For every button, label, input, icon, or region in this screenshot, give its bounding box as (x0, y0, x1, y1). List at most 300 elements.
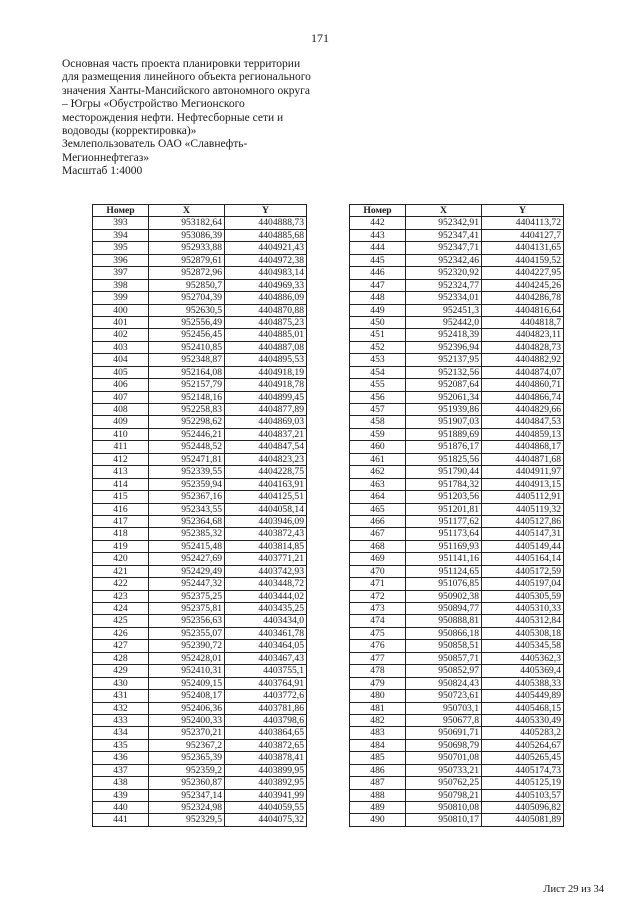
x-coordinate-cell: 952415,48 (149, 540, 225, 552)
table-row (350, 292, 564, 304)
x-coordinate-cell: 951177,62 (406, 515, 482, 527)
x-coordinate-cell: 950888,81 (406, 615, 482, 627)
table-row (350, 777, 564, 789)
y-coordinate-cell: 4405149,44 (482, 540, 564, 552)
table-row (93, 304, 307, 316)
y-coordinate-cell: 4405172,59 (482, 565, 564, 577)
table-row (93, 329, 307, 341)
table-row (350, 404, 564, 416)
point-number-cell: 442 (350, 217, 406, 229)
y-coordinate-cell: 4403434,0 (225, 615, 307, 627)
y-coordinate-cell: 4404899,45 (225, 391, 307, 403)
y-coordinate-cell: 4403941,99 (225, 789, 307, 801)
x-coordinate-cell: 952360,87 (149, 777, 225, 789)
table-row (93, 727, 307, 739)
table-row (350, 453, 564, 465)
y-coordinate-cell: 4405345,58 (482, 640, 564, 652)
table-row (93, 441, 307, 453)
point-number-cell: 480 (350, 690, 406, 702)
table-row (93, 391, 307, 403)
table-row (93, 777, 307, 789)
table-row (350, 515, 564, 527)
point-number-cell: 448 (350, 292, 406, 304)
point-number-cell: 476 (350, 640, 406, 652)
table-row (350, 441, 564, 453)
x-coordinate-cell: 952429,49 (149, 565, 225, 577)
point-number-cell: 477 (350, 652, 406, 664)
point-number-cell: 441 (93, 814, 149, 826)
y-coordinate-cell: 4405096,82 (482, 802, 564, 814)
table-row (93, 590, 307, 602)
y-coordinate-cell: 4403771,21 (225, 553, 307, 565)
y-coordinate-cell: 4403764,91 (225, 677, 307, 689)
table-row (93, 478, 307, 490)
y-coordinate-cell: 4403781,86 (225, 702, 307, 714)
y-coordinate-cell: 4403444,02 (225, 590, 307, 602)
y-coordinate-cell: 4404921,43 (225, 242, 307, 254)
table-header-row (350, 205, 564, 217)
header-line: месторождения нефти. Нефтесборные сети и (62, 111, 284, 124)
x-coordinate-cell: 951889,69 (406, 428, 482, 440)
x-coordinate-cell: 952348,87 (149, 354, 225, 366)
header-line: значения Ханты-Мансийского автономного округа (62, 84, 310, 97)
x-coordinate-cell: 950810,08 (406, 802, 482, 814)
point-number-cell: 427 (93, 640, 149, 652)
point-number-cell: 467 (350, 528, 406, 540)
y-coordinate-cell: 4404829,66 (482, 404, 564, 416)
point-number-cell: 464 (350, 491, 406, 503)
table-row (93, 814, 307, 826)
table-row (350, 428, 564, 440)
x-coordinate-cell: 950824,43 (406, 677, 482, 689)
point-number-cell: 426 (93, 627, 149, 639)
table-row (93, 341, 307, 353)
y-coordinate-cell: 4404913,15 (482, 478, 564, 490)
point-number-cell: 406 (93, 379, 149, 391)
point-number-cell: 414 (93, 478, 149, 490)
y-coordinate-cell: 4405264,67 (482, 739, 564, 751)
y-coordinate-cell: 4404075,32 (225, 814, 307, 826)
point-number-cell: 485 (350, 752, 406, 764)
y-coordinate-cell: 4403872,43 (225, 528, 307, 540)
x-coordinate-cell: 952448,52 (149, 441, 225, 453)
y-coordinate-cell: 4405174,73 (482, 764, 564, 776)
table-row (350, 802, 564, 814)
point-number-cell: 401 (93, 316, 149, 328)
point-number-cell: 405 (93, 366, 149, 378)
y-coordinate-cell: 4404823,11 (482, 329, 564, 341)
x-coordinate-cell: 952410,31 (149, 665, 225, 677)
point-number-cell: 482 (350, 714, 406, 726)
x-coordinate-cell: 952408,17 (149, 690, 225, 702)
table-row (350, 354, 564, 366)
x-coordinate-cell: 951124,65 (406, 565, 482, 577)
point-number-cell: 416 (93, 503, 149, 515)
point-number-cell: 468 (350, 540, 406, 552)
point-number-cell: 422 (93, 578, 149, 590)
x-coordinate-cell: 952324,77 (406, 279, 482, 291)
table-row (350, 341, 564, 353)
point-number-cell: 429 (93, 665, 149, 677)
y-coordinate-cell: 4404972,38 (225, 254, 307, 266)
y-coordinate-cell: 4404860,71 (482, 379, 564, 391)
y-coordinate-cell: 4404983,14 (225, 267, 307, 279)
point-number-cell: 411 (93, 441, 149, 453)
table-row (93, 565, 307, 577)
y-coordinate-cell: 4403946,09 (225, 515, 307, 527)
table-header-row (93, 205, 307, 217)
y-coordinate-cell: 4403892,95 (225, 777, 307, 789)
x-coordinate-cell: 952339,55 (149, 466, 225, 478)
y-coordinate-cell: 4404131,65 (482, 242, 564, 254)
x-coordinate-cell: 952347,71 (406, 242, 482, 254)
table-row (350, 677, 564, 689)
x-coordinate-cell: 952342,91 (406, 217, 482, 229)
x-coordinate-cell: 950894,77 (406, 603, 482, 615)
point-number-cell: 478 (350, 665, 406, 677)
x-coordinate-cell: 952320,92 (406, 267, 482, 279)
table-row (93, 677, 307, 689)
point-number-cell: 428 (93, 652, 149, 664)
sheet-label: Лист 29 из 34 (543, 884, 604, 895)
y-coordinate-cell: 4404847,54 (225, 441, 307, 453)
x-coordinate-cell: 952367,16 (149, 491, 225, 503)
x-coordinate-cell: 952329,5 (149, 814, 225, 826)
x-coordinate-cell: 952087,64 (406, 379, 482, 391)
y-coordinate-cell: 4405362,3 (482, 652, 564, 664)
table-row (93, 229, 307, 241)
x-coordinate-cell: 950866,18 (406, 627, 482, 639)
point-number-cell: 472 (350, 590, 406, 602)
x-coordinate-cell: 952334,01 (406, 292, 482, 304)
x-coordinate-cell: 952471,81 (149, 453, 225, 465)
header-line: – Югры «Обустройство Мегионского (62, 98, 245, 111)
table-row (93, 714, 307, 726)
table-row (350, 503, 564, 515)
table-row (93, 404, 307, 416)
y-coordinate-cell: 4403461,78 (225, 627, 307, 639)
header-line: Мегионнефтегаз» (62, 151, 150, 164)
x-coordinate-cell: 952359,2 (149, 764, 225, 776)
y-coordinate-cell: 4404969,33 (225, 279, 307, 291)
table-row (350, 565, 564, 577)
point-number-cell: 399 (93, 292, 149, 304)
table-row (93, 553, 307, 565)
y-coordinate-cell: 4403464,05 (225, 640, 307, 652)
y-coordinate-cell: 4404888,73 (225, 217, 307, 229)
point-number-cell: 459 (350, 428, 406, 440)
table-row (93, 503, 307, 515)
y-coordinate-cell: 4405283,2 (482, 727, 564, 739)
y-coordinate-cell: 4404868,17 (482, 441, 564, 453)
point-number-cell: 403 (93, 341, 149, 353)
point-number-cell: 453 (350, 354, 406, 366)
y-coordinate-cell: 4404837,21 (225, 428, 307, 440)
y-coordinate-cell: 4403899,95 (225, 764, 307, 776)
y-coordinate-cell: 4404816,64 (482, 304, 564, 316)
y-coordinate-cell: 4404125,51 (225, 491, 307, 503)
x-coordinate-cell: 950858,51 (406, 640, 482, 652)
point-number-cell: 473 (350, 603, 406, 615)
x-coordinate-cell: 952447,32 (149, 578, 225, 590)
x-coordinate-cell: 952375,25 (149, 590, 225, 602)
x-coordinate-cell: 951173,64 (406, 528, 482, 540)
point-number-cell: 423 (93, 590, 149, 602)
table-row (93, 292, 307, 304)
y-coordinate-cell: 4405125,19 (482, 777, 564, 789)
point-number-cell: 437 (93, 764, 149, 776)
y-coordinate-cell: 4404113,72 (482, 217, 564, 229)
y-coordinate-cell: 4403798,6 (225, 714, 307, 726)
table-row (350, 229, 564, 241)
table-row (350, 789, 564, 801)
x-coordinate-cell: 952342,46 (406, 254, 482, 266)
x-coordinate-cell: 952396,94 (406, 341, 482, 353)
table-row (93, 428, 307, 440)
y-coordinate-cell: 4405119,32 (482, 503, 564, 515)
y-coordinate-cell: 4405388,33 (482, 677, 564, 689)
x-coordinate-cell: 952933,88 (149, 242, 225, 254)
point-number-cell: 430 (93, 677, 149, 689)
x-coordinate-cell: 952324,98 (149, 802, 225, 814)
table-row (93, 702, 307, 714)
x-coordinate-cell: 950798,21 (406, 789, 482, 801)
x-coordinate-cell: 952879,61 (149, 254, 225, 266)
point-number-cell: 436 (93, 752, 149, 764)
table-row (350, 242, 564, 254)
point-number-cell: 450 (350, 316, 406, 328)
table-row (350, 752, 564, 764)
y-coordinate-cell: 4405112,91 (482, 491, 564, 503)
y-coordinate-cell: 4404877,89 (225, 404, 307, 416)
y-coordinate-cell: 4403435,25 (225, 603, 307, 615)
table-row (93, 739, 307, 751)
point-number-cell: 398 (93, 279, 149, 291)
table-row (350, 764, 564, 776)
point-number-cell: 438 (93, 777, 149, 789)
column-header-number: Номер (93, 205, 149, 217)
x-coordinate-cell: 952132,56 (406, 366, 482, 378)
table-row (350, 814, 564, 826)
table-row (93, 416, 307, 428)
y-coordinate-cell: 4405308,18 (482, 627, 564, 639)
x-coordinate-cell: 952298,62 (149, 416, 225, 428)
y-coordinate-cell: 4404918,19 (225, 366, 307, 378)
point-number-cell: 463 (350, 478, 406, 490)
table-row (93, 379, 307, 391)
x-coordinate-cell: 952406,36 (149, 702, 225, 714)
x-coordinate-cell: 952410,85 (149, 341, 225, 353)
table-row (350, 366, 564, 378)
y-coordinate-cell: 4405312,84 (482, 615, 564, 627)
column-header-y: Y (482, 205, 564, 217)
table-row (350, 590, 564, 602)
x-coordinate-cell: 952409,15 (149, 677, 225, 689)
y-coordinate-cell: 4403755,1 (225, 665, 307, 677)
table-row (93, 254, 307, 266)
table-row (350, 727, 564, 739)
table-row (350, 553, 564, 565)
x-coordinate-cell: 951907,03 (406, 416, 482, 428)
point-number-cell: 490 (350, 814, 406, 826)
x-coordinate-cell: 952850,7 (149, 279, 225, 291)
point-number-cell: 465 (350, 503, 406, 515)
point-number-cell: 444 (350, 242, 406, 254)
table-row (350, 329, 564, 341)
x-coordinate-cell: 952343,55 (149, 503, 225, 515)
table-row (93, 540, 307, 552)
x-coordinate-cell: 950810,17 (406, 814, 482, 826)
x-coordinate-cell: 950701,08 (406, 752, 482, 764)
table-row (350, 739, 564, 751)
x-coordinate-cell: 950703,1 (406, 702, 482, 714)
point-number-cell: 396 (93, 254, 149, 266)
x-coordinate-cell: 953086,39 (149, 229, 225, 241)
coordinates-table-left (92, 204, 307, 827)
x-coordinate-cell: 952427,69 (149, 553, 225, 565)
x-coordinate-cell: 952385,32 (149, 528, 225, 540)
point-number-cell: 449 (350, 304, 406, 316)
table-row (350, 416, 564, 428)
table-row (350, 254, 564, 266)
point-number-cell: 408 (93, 404, 149, 416)
x-coordinate-cell: 950723,61 (406, 690, 482, 702)
table-row (350, 578, 564, 590)
x-coordinate-cell: 952630,5 (149, 304, 225, 316)
point-number-cell: 397 (93, 267, 149, 279)
x-coordinate-cell: 952355,07 (149, 627, 225, 639)
table-row (93, 690, 307, 702)
y-coordinate-cell: 4405081,89 (482, 814, 564, 826)
table-row (93, 802, 307, 814)
point-number-cell: 410 (93, 428, 149, 440)
point-number-cell: 434 (93, 727, 149, 739)
point-number-cell: 440 (93, 802, 149, 814)
point-number-cell: 395 (93, 242, 149, 254)
point-number-cell: 413 (93, 466, 149, 478)
x-coordinate-cell: 952451,3 (406, 304, 482, 316)
y-coordinate-cell: 4403864,65 (225, 727, 307, 739)
point-number-cell: 412 (93, 453, 149, 465)
x-coordinate-cell: 952258,83 (149, 404, 225, 416)
table-row (350, 379, 564, 391)
point-number-cell: 452 (350, 341, 406, 353)
table-row (350, 690, 564, 702)
table-row (93, 279, 307, 291)
point-number-cell: 439 (93, 789, 149, 801)
coordinates-table-right (349, 204, 564, 827)
table-row (93, 466, 307, 478)
table-row (350, 304, 564, 316)
table-row (93, 217, 307, 229)
point-number-cell: 456 (350, 391, 406, 403)
header-line: для размещения линейного объекта регионального (62, 71, 311, 84)
y-coordinate-cell: 4405127,86 (482, 515, 564, 527)
y-coordinate-cell: 4405369,4 (482, 665, 564, 677)
y-coordinate-cell: 4405147,31 (482, 528, 564, 540)
point-number-cell: 404 (93, 354, 149, 366)
point-number-cell: 469 (350, 553, 406, 565)
point-number-cell: 483 (350, 727, 406, 739)
x-coordinate-cell: 952446,21 (149, 428, 225, 440)
point-number-cell: 451 (350, 329, 406, 341)
x-coordinate-cell: 953182,64 (149, 217, 225, 229)
point-number-cell: 445 (350, 254, 406, 266)
y-coordinate-cell: 4404859,13 (482, 428, 564, 440)
point-number-cell: 486 (350, 764, 406, 776)
y-coordinate-cell: 4404869,03 (225, 416, 307, 428)
x-coordinate-cell: 950852,97 (406, 665, 482, 677)
table-row (350, 528, 564, 540)
table-row (93, 354, 307, 366)
point-number-cell: 461 (350, 453, 406, 465)
point-number-cell: 447 (350, 279, 406, 291)
y-coordinate-cell: 4404918,78 (225, 379, 307, 391)
table-row (350, 267, 564, 279)
point-number-cell: 443 (350, 229, 406, 241)
table-body (350, 217, 564, 826)
x-coordinate-cell: 950762,25 (406, 777, 482, 789)
x-coordinate-cell: 951939,86 (406, 404, 482, 416)
header-line: Землепользователь ОАО «Славнефть- (62, 138, 248, 151)
x-coordinate-cell: 952148,16 (149, 391, 225, 403)
point-number-cell: 479 (350, 677, 406, 689)
x-coordinate-cell: 951169,93 (406, 540, 482, 552)
y-coordinate-cell: 4403448,72 (225, 578, 307, 590)
table-row (93, 366, 307, 378)
table-row (93, 603, 307, 615)
y-coordinate-cell: 4403814,85 (225, 540, 307, 552)
column-header-x: X (149, 205, 225, 217)
table-row (350, 615, 564, 627)
header-line: Масштаб 1:4000 (62, 165, 143, 178)
y-coordinate-cell: 4405197,04 (482, 578, 564, 590)
x-coordinate-cell: 950691,71 (406, 727, 482, 739)
table-row (350, 478, 564, 490)
table-row (350, 603, 564, 615)
table-row (93, 752, 307, 764)
y-coordinate-cell: 4404163,91 (225, 478, 307, 490)
point-number-cell: 462 (350, 466, 406, 478)
point-number-cell: 455 (350, 379, 406, 391)
x-coordinate-cell: 952370,21 (149, 727, 225, 739)
table-row (350, 652, 564, 664)
table-row (93, 491, 307, 503)
y-coordinate-cell: 4404059,55 (225, 802, 307, 814)
table-row (350, 491, 564, 503)
header-line: Основная часть проекта планировки территории (62, 58, 301, 70)
y-coordinate-cell: 4404874,07 (482, 366, 564, 378)
column-header-number: Номер (350, 205, 406, 217)
point-number-cell: 420 (93, 553, 149, 565)
point-number-cell: 470 (350, 565, 406, 577)
table-row (350, 640, 564, 652)
y-coordinate-cell: 4405164,14 (482, 553, 564, 565)
x-coordinate-cell: 951876,17 (406, 441, 482, 453)
y-coordinate-cell: 4404886,09 (225, 292, 307, 304)
table-row (93, 528, 307, 540)
point-number-cell: 409 (93, 416, 149, 428)
table-row (93, 242, 307, 254)
x-coordinate-cell: 951141,16 (406, 553, 482, 565)
point-number-cell: 418 (93, 528, 149, 540)
y-coordinate-cell: 4404127,7 (482, 229, 564, 241)
x-coordinate-cell: 952164,08 (149, 366, 225, 378)
point-number-cell: 466 (350, 515, 406, 527)
point-number-cell: 407 (93, 391, 149, 403)
y-coordinate-cell: 4404871,68 (482, 453, 564, 465)
point-number-cell: 458 (350, 416, 406, 428)
